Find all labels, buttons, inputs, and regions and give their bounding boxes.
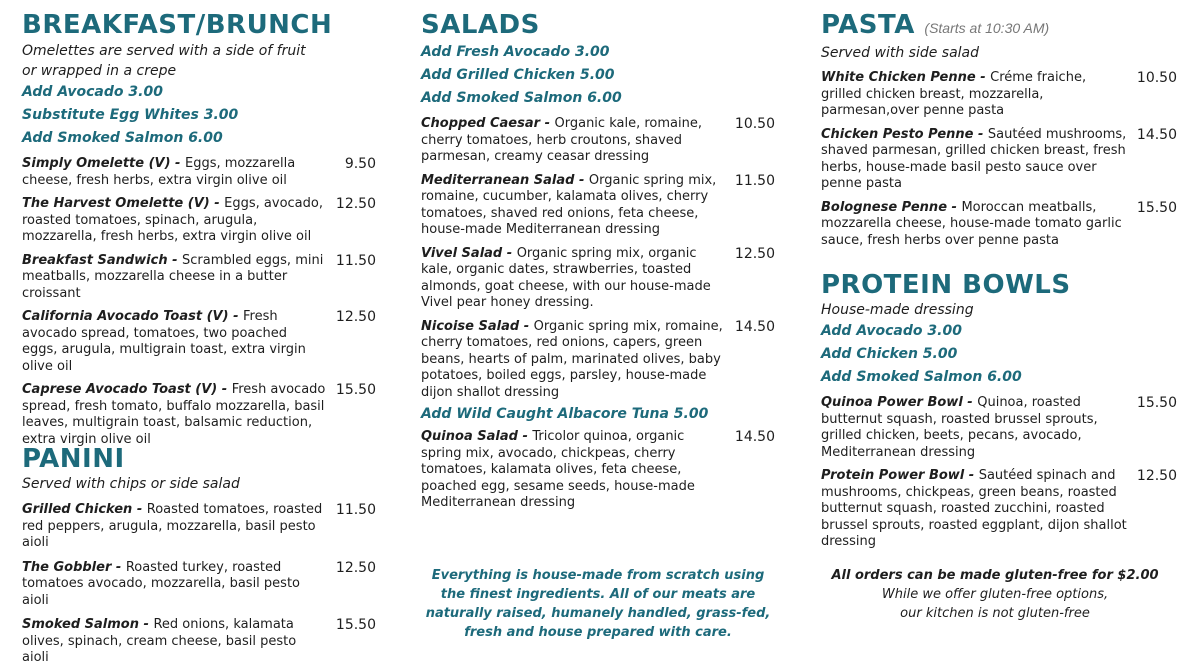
- item-name: White Chicken Penne -: [821, 70, 991, 85]
- item-name: Vivel Salad -: [421, 245, 517, 261]
- breakfast-subtitle-1: Omelettes are served with a side of fruit: [22, 43, 306, 59]
- breakfast-addon: Add Smoked Salmon 6.00: [22, 130, 223, 146]
- menu-item: [22, 156, 376, 189]
- house-made-note-line: the finest ingredients. All of our meats are: [440, 587, 756, 602]
- item-price: 10.50: [1136, 70, 1177, 86]
- item-name: Smoked Salmon -: [22, 617, 154, 632]
- item-price: 12.50: [335, 196, 376, 212]
- item-price: 15.50: [335, 617, 376, 633]
- pasta-section: [821, 10, 1177, 249]
- house-made-note-line: naturally raised, humanely handled, grass-fed,: [425, 606, 771, 621]
- item-name: Bolognese Penne -: [821, 199, 962, 215]
- bowls-addon: Add Smoked Salmon 6.00: [821, 369, 1022, 385]
- menu-item: [821, 468, 1177, 551]
- item-desc: Organic spring mix, romaine, cucumber, kalamata olives, cherry tomatoes, shaved red onions, feta cheese, house-made Mediterranean dressing: [421, 172, 717, 237]
- bowls-subtitle: House-made dressing: [821, 302, 974, 318]
- item-price: 12.50: [734, 245, 775, 262]
- menu-item: [421, 429, 775, 512]
- item-price: 9.50: [344, 156, 376, 172]
- item-desc: Scrambled eggs, mini meatballs, mozzarella cheese in a butter croissant: [22, 252, 324, 301]
- bowls-title: PROTEIN BOWLS: [821, 270, 1071, 300]
- house-made-note-line: Everything is house-made from scratch using: [431, 568, 765, 583]
- menu-item: [821, 395, 1177, 461]
- item-desc: Roasted tomatoes, roasted red peppers, arugula, mozzarella, basil pesto aioli: [22, 502, 323, 550]
- menu-item: [421, 173, 775, 239]
- salads-addon: Add Grilled Chicken 5.00: [421, 67, 615, 83]
- salads-section: [421, 10, 775, 512]
- item-price: 14.50: [734, 429, 775, 445]
- breakfast-section: [22, 10, 376, 448]
- item-desc: Organic kale, romaine, cherry tomatoes, herb croutons, shaved parmesan, creamy ceasar dressing: [421, 116, 702, 164]
- item-name: Chicken Pesto Penne -: [821, 126, 988, 142]
- menu-item: [821, 70, 1177, 120]
- item-name: California Avocado Toast (V) -: [22, 309, 243, 324]
- item-name: The Harvest Omelette (V) -: [22, 196, 225, 211]
- item-name: Quinoa Salad -: [421, 429, 533, 444]
- breakfast-addon: Substitute Egg Whites 3.00: [22, 107, 239, 123]
- bowls-addon: Add Avocado 3.00: [821, 323, 962, 339]
- item-price: 15.50: [335, 382, 376, 398]
- item-price: 10.50: [734, 116, 775, 132]
- pasta-title-text: PASTA: [821, 10, 915, 40]
- menu-item: [421, 319, 775, 402]
- item-name: Caprese Avocado Toast (V) -: [22, 382, 232, 397]
- breakfast-title: BREAKFAST/BRUNCH: [22, 10, 333, 40]
- item-desc: Tricolor quinoa, organic spring mix, avocado, chickpeas, cherry tomatoes, kalamata olives, feta cheese, poached egg, sesame seeds, house-made Mediterranean dressing: [421, 429, 695, 510]
- pasta-note: (Starts at 10:30 AM): [924, 20, 1050, 36]
- gluten-free-disclaimer: While we offer gluten-free options,: [881, 587, 1109, 602]
- item-price: 12.50: [335, 559, 376, 576]
- protein-bowls-section: [821, 270, 1177, 551]
- menu-item: [22, 309, 376, 375]
- item-desc: Moroccan meatballs, mozzarella cheese, house-made tomato garlic sauce, fresh herbs over penne pasta: [821, 199, 1122, 248]
- item-price: 12.50: [335, 309, 376, 325]
- gluten-free-disclaimer: our kitchen is not gluten-free: [900, 606, 1090, 621]
- menu-item: [22, 196, 376, 246]
- item-name: Grilled Chicken -: [22, 502, 147, 517]
- pasta-title: [821, 10, 1177, 43]
- item-name: Quinoa Power Bowl -: [821, 395, 978, 410]
- menu-item: [821, 200, 1177, 250]
- item-desc: Fresh avocado spread, fresh tomato, buffalo mozzarella, basil leaves, multigrain toast, balsamic reduction, extra virgin olive oil: [22, 382, 326, 447]
- item-desc: Organic spring mix, organic kale, organic dates, strawberries, toasted almonds, goat cheese, with our house-made Vivel pear honey dressing.: [421, 245, 711, 310]
- salads-title: SALADS: [421, 10, 540, 40]
- pasta-subtitle: Served with side salad: [821, 45, 980, 61]
- item-name: Mediterranean Salad -: [421, 172, 589, 188]
- bowls-addon: Add Chicken 5.00: [821, 346, 958, 362]
- item-desc: Sautéed mushrooms, shaved parmesan, grilled chicken breast, fresh herbs, house-made basil pesto sauce over penne pasta: [821, 126, 1127, 191]
- item-name: Simply Omelette (V) -: [22, 156, 185, 171]
- item-name: Protein Power Bowl -: [821, 468, 979, 483]
- gluten-free-headline: All orders can be made gluten-free for $2.00: [831, 568, 1159, 583]
- item-name: Chopped Caesar -: [421, 116, 555, 131]
- item-desc: Roasted turkey, roasted tomatoes avocado, mozzarella, basil pesto aioli: [22, 559, 300, 608]
- panini-subtitle: Served with chips or side salad: [22, 476, 240, 492]
- item-price: 11.50: [734, 172, 775, 189]
- item-desc: Fresh avocado spread, tomatoes, two poached eggs, arugula, multigrain toast, extra virgin olive oil: [22, 309, 306, 374]
- gluten-free-note: [812, 566, 1178, 623]
- item-price: 15.50: [1136, 199, 1177, 216]
- item-price: 15.50: [1136, 395, 1177, 411]
- item-price: 14.50: [734, 318, 775, 335]
- menu-item: [22, 253, 376, 303]
- menu-item: [22, 502, 376, 552]
- menu-item: [821, 127, 1177, 193]
- item-desc: Quinoa, roasted butternut squash, roasted brussel sprouts, grilled chicken, beets, pecans, avocado, Mediterranean dressing: [821, 395, 1098, 460]
- panini-section: [22, 444, 376, 667]
- item-price: 11.50: [335, 502, 376, 518]
- menu-item: [22, 560, 376, 610]
- tuna-addon: Add Wild Caught Albacore Tuna 5.00: [421, 406, 709, 422]
- panini-title: PANINI: [22, 444, 125, 474]
- house-made-note-line: fresh and house prepared with care.: [464, 625, 732, 640]
- item-desc: Sautéed spinach and mushrooms, chickpeas, green beans, roasted butternut squash, roasted zucchini, roasted brussel sprouts, roasted eggplant, dijon shallot dressing: [821, 468, 1127, 549]
- item-price: 14.50: [1136, 126, 1177, 143]
- item-name: The Gobbler -: [22, 559, 126, 575]
- item-desc: Eggs, avocado, roasted tomatoes, spinach, arugula, mozzarella, fresh herbs, extra virgin olive oil: [22, 196, 323, 244]
- item-desc: Créme fraiche, grilled chicken breast, mozzarella, parmesan,over penne pasta: [821, 70, 1087, 118]
- house-made-note: [421, 566, 775, 642]
- menu-item: [421, 116, 775, 166]
- item-name: Breakfast Sandwich -: [22, 252, 183, 268]
- item-name: Nicoise Salad -: [421, 318, 534, 334]
- salads-addon: Add Smoked Salmon 6.00: [421, 90, 622, 106]
- breakfast-addon: Add Avocado 3.00: [22, 84, 163, 100]
- menu-item: [22, 617, 376, 667]
- breakfast-subtitle-2: or wrapped in a crepe: [22, 63, 177, 79]
- item-price: 11.50: [335, 252, 376, 269]
- item-desc: Organic spring mix, romaine, cherry tomatoes, red onions, capers, green beans, hearts of palm, marinated olives, baby potatoes, boiled eggs, parsley, house-made dijon shallot dressing: [421, 318, 723, 400]
- salads-addon: Add Fresh Avocado 3.00: [421, 44, 610, 60]
- item-desc: Eggs, mozzarella cheese, fresh herbs, extra virgin olive oil: [22, 156, 296, 188]
- menu-item: [22, 382, 376, 448]
- item-price: 12.50: [1136, 468, 1177, 484]
- menu-item: [421, 246, 775, 312]
- item-desc: Red onions, kalamata olives, spinach, cream cheese, basil pesto aioli: [22, 617, 297, 665]
